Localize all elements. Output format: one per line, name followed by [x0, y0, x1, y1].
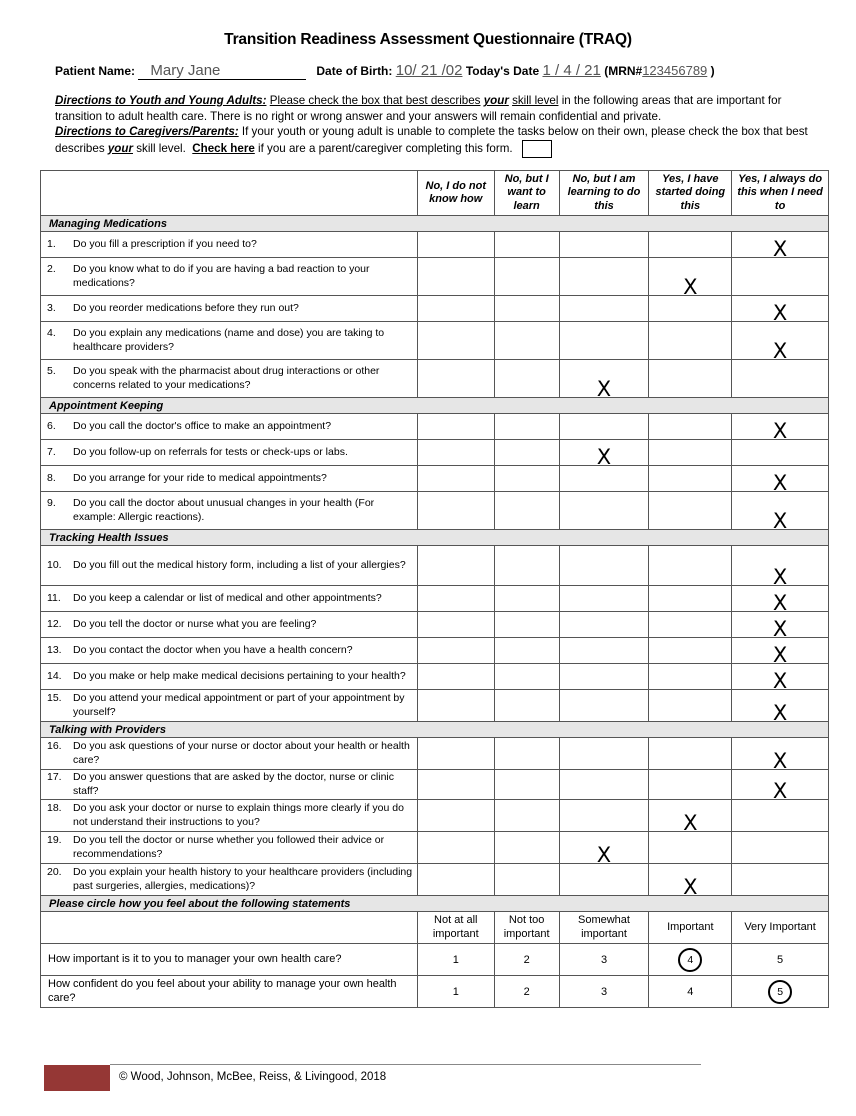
answer-checkbox-cell[interactable]: [559, 586, 649, 612]
rating-option-cell[interactable]: [417, 944, 494, 976]
answer-checkbox-cell[interactable]: [732, 690, 829, 725]
answer-checkbox-cell[interactable]: [649, 586, 732, 612]
answer-checkbox-cell[interactable]: [494, 232, 559, 258]
answer-checkbox-cell[interactable]: [494, 612, 559, 638]
footer-copyright: © Wood, Johnson, McBee, Reiss, & Livingood, 2018: [119, 1071, 387, 1083]
answer-checkbox-cell[interactable]: [732, 258, 829, 296]
section-title: Managing Medications: [41, 216, 829, 232]
question-row: [41, 546, 829, 586]
dob-field[interactable]: 10/ 21 /02: [395, 62, 463, 79]
parent-skill-level: skill level.: [136, 141, 186, 155]
answer-checkbox-cell[interactable]: [649, 296, 732, 322]
rating-option: 3: [600, 953, 608, 966]
question-row: [41, 864, 829, 896]
rating-option: 2: [523, 985, 530, 998]
question-cell: [41, 322, 418, 360]
question-cell: [41, 466, 418, 492]
section-header-row: [41, 530, 829, 546]
x-mark-icon: X: [596, 377, 612, 401]
answer-checkbox-cell[interactable]: [559, 832, 649, 867]
answer-checkbox-cell[interactable]: [417, 664, 494, 690]
answer-checkbox-cell[interactable]: [559, 466, 649, 492]
answer-checkbox-cell[interactable]: [732, 232, 829, 261]
answer-checkbox-cell[interactable]: [417, 414, 494, 440]
answer-checkbox-cell[interactable]: [649, 864, 732, 899]
answer-checkbox-cell[interactable]: [732, 664, 829, 693]
answer-checkbox-cell[interactable]: [649, 258, 732, 299]
answer-checkbox-cell[interactable]: [649, 360, 732, 398]
question-cell: [41, 800, 418, 832]
answer-checkbox-cell[interactable]: [732, 546, 829, 589]
question-number: 18.: [47, 802, 62, 814]
question-cell: [41, 258, 418, 296]
section-header-row: [41, 722, 829, 738]
mrn-field[interactable]: 123456789: [642, 63, 708, 78]
answer-checkbox-cell[interactable]: [417, 440, 494, 466]
answer-checkbox-cell[interactable]: [494, 690, 559, 722]
answer-checkbox-cell[interactable]: [649, 832, 732, 864]
question-text: Do you answer questions that are asked by the doctor, nurse or clinic staff?: [73, 771, 395, 797]
today-date-label: Today's Date: [465, 64, 540, 78]
question-row: [41, 770, 829, 800]
answer-checkbox-cell[interactable]: [649, 322, 732, 360]
check-here-label: Check here: [192, 141, 255, 155]
x-mark-icon: X: [772, 301, 788, 325]
answer-checkbox-cell[interactable]: [649, 466, 732, 492]
rating-option-cell[interactable]: [494, 944, 559, 976]
youth-directions-text: Please check the box that best describes: [269, 94, 481, 107]
answer-checkbox-cell[interactable]: [559, 414, 649, 440]
answer-checkbox-cell[interactable]: [559, 770, 649, 800]
question-number: 10.: [47, 558, 62, 571]
parent-directions-heading: Directions to Caregivers/Parents:: [55, 125, 239, 138]
question-row: [41, 664, 829, 690]
answer-checkbox-cell[interactable]: [494, 258, 559, 296]
patient-info-row: [55, 62, 715, 80]
rating-option-cell[interactable]: [649, 976, 732, 1008]
rating-option-cell[interactable]: [417, 976, 494, 1008]
answer-checkbox-cell[interactable]: [649, 414, 732, 440]
answer-checkbox-cell[interactable]: [494, 664, 559, 690]
answer-checkbox-cell[interactable]: [649, 492, 732, 530]
column-header: No, but I am learning to do this: [559, 171, 649, 216]
answer-checkbox-cell[interactable]: [417, 864, 494, 896]
x-mark-icon: X: [772, 339, 788, 363]
question-cell: [41, 296, 418, 322]
question-text: Do you call the doctor's office to make an appointment?: [73, 419, 332, 432]
question-row: [41, 296, 829, 322]
question-cell: [41, 586, 418, 612]
question-cell: [41, 864, 418, 896]
answer-checkbox-cell[interactable]: [649, 638, 732, 664]
rating-option: 1: [452, 953, 459, 966]
question-row: [41, 360, 829, 398]
rating-option-cell[interactable]: [559, 944, 649, 976]
answer-checkbox-cell[interactable]: [494, 832, 559, 864]
patient-name-field[interactable]: Mary Jane: [138, 62, 306, 80]
rating-row: [41, 944, 829, 976]
question-number: 15.: [47, 692, 62, 704]
answer-checkbox-cell[interactable]: [649, 800, 732, 835]
answer-checkbox-cell[interactable]: [732, 738, 829, 773]
answer-checkbox-cell[interactable]: [649, 738, 732, 770]
question-row: [41, 232, 829, 258]
question-cell: [41, 492, 418, 530]
question-cell: [41, 360, 418, 398]
answer-checkbox-cell[interactable]: [559, 360, 649, 401]
question-text: Do you follow-up on referrals for tests or check-ups or labs.: [73, 445, 348, 458]
today-date-field[interactable]: 1 / 4 / 21: [542, 62, 601, 79]
answer-checkbox-cell[interactable]: [417, 232, 494, 258]
answer-checkbox-cell[interactable]: [559, 738, 649, 770]
question-text: Do you ask questions of your nurse or doctor about your health or health care?: [73, 740, 410, 766]
traq-table: [40, 170, 829, 1008]
question-cell: [41, 440, 418, 466]
rating-option: 3: [600, 985, 608, 998]
rating-option-cell[interactable]: [732, 976, 829, 1008]
rating-option-cell[interactable]: [559, 976, 649, 1008]
rating-statement: How confident do you feel about your ability to manage your own health care?: [41, 976, 418, 1008]
answer-checkbox-cell[interactable]: [732, 492, 829, 533]
youth-directions-rest: in the following areas that are important for transition to adult health care. There is no right or wrong answer and your answers will remain confidential and private.: [55, 94, 782, 123]
column-header: Yes, I always do this when I need to: [732, 171, 829, 216]
parent-checkbox-text: if you are a parent/caregiver completing this form.: [258, 141, 513, 155]
rating-option: 2: [523, 953, 530, 966]
question-row: [41, 322, 829, 360]
answer-checkbox-cell[interactable]: [559, 232, 649, 258]
circled-rating-option: 5: [768, 980, 792, 1004]
question-row: [41, 738, 829, 770]
answer-checkbox-cell[interactable]: [417, 586, 494, 612]
answer-checkbox-cell[interactable]: [732, 800, 829, 832]
answer-checkbox-cell[interactable]: [559, 800, 649, 832]
question-text: Do you tell the doctor or nurse what you are feeling?: [73, 617, 317, 630]
answer-checkbox-cell[interactable]: [559, 638, 649, 664]
rating-option: 1: [452, 985, 459, 998]
question-cell: [41, 232, 418, 258]
x-mark-icon: X: [772, 509, 788, 533]
answer-checkbox-cell[interactable]: [417, 800, 494, 832]
question-text: Do you attend your medical appointment or part of your appointment by yourself?: [73, 692, 405, 718]
answer-checkbox-cell[interactable]: [494, 546, 559, 586]
answer-checkbox-cell[interactable]: [417, 360, 494, 398]
rating-column-header: Not too important: [494, 912, 559, 944]
question-number: 6.: [47, 419, 56, 432]
dob-label: Date of Birth:: [316, 64, 393, 78]
parent-your-emphasis: your: [107, 141, 133, 155]
question-number: 20.: [47, 866, 62, 878]
answer-checkbox-cell[interactable]: [732, 638, 829, 667]
column-header: No, but I want to learn: [494, 171, 559, 216]
question-number: 2.: [47, 263, 56, 275]
answer-checkbox-cell[interactable]: [559, 440, 649, 469]
answer-checkbox-cell[interactable]: [494, 864, 559, 896]
section-header-row: [41, 216, 829, 232]
question-text: Do you explain any medications (name and dose) you are taking to healthcare providers?: [73, 327, 385, 353]
parent-directions-text: If your youth or young adult is unable to complete the tasks below on their own, please check the box that best describes: [55, 125, 808, 155]
column-header: Yes, I have started doing this: [649, 171, 732, 216]
x-mark-icon: X: [772, 565, 788, 589]
question-text: Do you call the doctor about unusual changes in your health (For example: Allergic reactions).: [73, 497, 375, 523]
question-number: 17.: [47, 771, 62, 783]
x-mark-icon: X: [772, 643, 788, 667]
answer-checkbox-cell[interactable]: [649, 546, 732, 586]
section-header-row: [41, 398, 829, 414]
answer-checkbox-cell[interactable]: [417, 466, 494, 492]
rating-option: 4: [687, 985, 694, 998]
question-row: [41, 466, 829, 492]
answer-checkbox-cell[interactable]: [494, 770, 559, 800]
question-number: 9.: [47, 497, 56, 509]
answer-checkbox-cell[interactable]: [559, 322, 649, 360]
answer-checkbox-cell[interactable]: [732, 770, 829, 803]
answer-checkbox-cell[interactable]: [559, 664, 649, 690]
rating-header-blank: [41, 912, 418, 944]
question-number: 13.: [47, 643, 62, 656]
x-mark-icon: X: [772, 669, 788, 693]
answer-checkbox-cell[interactable]: [494, 414, 559, 440]
question-cell: [41, 414, 418, 440]
answer-checkbox-cell[interactable]: [494, 738, 559, 770]
answer-checkbox-cell[interactable]: [649, 690, 732, 722]
answer-checkbox-cell[interactable]: [732, 864, 829, 896]
answer-checkbox-cell[interactable]: [417, 738, 494, 770]
answer-checkbox-cell[interactable]: [649, 612, 732, 638]
question-text: Do you know what to do if you are having a bad reaction to your medications?: [73, 263, 370, 289]
rating-section-title: Please circle how you feel about the following statements: [41, 896, 829, 912]
x-mark-icon: X: [772, 471, 788, 495]
question-number: 3.: [47, 301, 56, 314]
answer-checkbox-cell[interactable]: [649, 664, 732, 690]
answer-checkbox-cell[interactable]: [732, 414, 829, 443]
answer-checkbox-cell[interactable]: [559, 690, 649, 722]
answer-checkbox-cell[interactable]: [649, 440, 732, 466]
x-mark-icon: X: [772, 779, 788, 803]
question-row: [41, 492, 829, 530]
answer-checkbox-cell[interactable]: [494, 296, 559, 322]
answer-checkbox-cell[interactable]: [417, 690, 494, 722]
question-row: [41, 832, 829, 864]
question-row: [41, 690, 829, 722]
answer-checkbox-cell[interactable]: [417, 638, 494, 664]
x-mark-icon: X: [772, 617, 788, 641]
youth-directions-heading: Directions to Youth and Young Adults:: [55, 94, 267, 107]
x-mark-icon: X: [772, 237, 788, 261]
question-cell: [41, 832, 418, 864]
answer-checkbox-cell[interactable]: [732, 440, 829, 466]
youth-your-emphasis: your: [483, 94, 509, 107]
question-text: Do you arrange for your ride to medical appointments?: [73, 471, 327, 484]
x-mark-icon: X: [683, 811, 698, 835]
answer-checkbox-cell[interactable]: [417, 832, 494, 864]
question-cell: [41, 612, 418, 638]
youth-skill-level: skill level: [512, 94, 559, 107]
rating-column-header: Important: [649, 912, 732, 944]
answer-checkbox-cell[interactable]: [494, 322, 559, 360]
answer-checkbox-cell[interactable]: [494, 586, 559, 612]
question-number: 11.: [47, 591, 61, 604]
answer-checkbox-cell[interactable]: [649, 232, 732, 258]
answer-checkbox-cell[interactable]: [732, 466, 829, 495]
rating-column-header: Not at all important: [417, 912, 494, 944]
rating-column-header: Somewhat important: [559, 912, 649, 944]
question-row: [41, 800, 829, 832]
answer-checkbox-cell[interactable]: [559, 612, 649, 638]
answer-checkbox-cell[interactable]: [494, 492, 559, 530]
rating-header-row: [41, 912, 829, 944]
question-row: [41, 258, 829, 296]
question-number: 19.: [47, 834, 62, 846]
question-text: Do you ask your doctor or nurse to explain things more clearly if you do not understand their instructions to you?: [73, 802, 404, 828]
answer-checkbox-cell[interactable]: [732, 360, 829, 398]
question-cell: [41, 690, 418, 722]
answer-checkbox-cell[interactable]: [559, 864, 649, 896]
mrn-close: ): [710, 64, 715, 78]
question-cell: [41, 638, 418, 664]
question-cell: [41, 770, 418, 800]
answer-checkbox-cell[interactable]: [417, 296, 494, 322]
form-title: Transition Readiness Assessment Questionnaire (TRAQ): [224, 31, 632, 48]
question-number: 1.: [47, 237, 56, 250]
question-text: Do you explain your health history to your healthcare providers (including past surgeries, allergies, medications)?: [73, 866, 413, 892]
question-text: Do you fill out the medical history form, including a list of your allergies?: [73, 558, 406, 571]
circled-rating-option: 4: [678, 948, 702, 972]
question-row: [41, 586, 829, 612]
answer-checkbox-cell[interactable]: [732, 832, 829, 864]
x-mark-icon: X: [596, 843, 612, 867]
answer-checkbox-cell[interactable]: [417, 492, 494, 530]
question-number: 8.: [47, 471, 56, 484]
answer-checkbox-cell[interactable]: [494, 360, 559, 398]
question-text: Do you make or help make medical decisions pertaining to your health?: [73, 669, 406, 682]
answer-checkbox-cell[interactable]: [494, 800, 559, 832]
question-number: 5.: [47, 365, 56, 377]
footer-divider: [110, 1064, 701, 1065]
answer-checkbox-cell[interactable]: [732, 296, 829, 325]
rating-statement: How important is it to you to manager your own health care?: [41, 944, 418, 976]
answer-checkbox-cell[interactable]: [417, 546, 494, 586]
answer-checkbox-cell[interactable]: [559, 296, 649, 322]
patient-name-label: Patient Name:: [55, 64, 136, 78]
section-title: Tracking Health Issues: [41, 530, 829, 546]
column-header-row: [41, 171, 829, 216]
x-mark-icon: X: [683, 875, 698, 899]
column-header: No, I do not know how: [417, 171, 494, 216]
question-cell: [41, 546, 418, 586]
question-text: Do you tell the doctor or nurse whether you followed their advice or recommendations?: [73, 834, 385, 860]
answer-checkbox-cell[interactable]: [559, 258, 649, 296]
x-mark-icon: X: [772, 419, 788, 443]
x-mark-icon: X: [772, 749, 788, 773]
x-mark-icon: X: [772, 591, 788, 615]
question-header-blank: [41, 171, 418, 216]
section-title: Appointment Keeping: [41, 398, 829, 414]
rating-option-cell[interactable]: [732, 944, 829, 976]
rating-option-cell[interactable]: [649, 944, 732, 976]
answer-checkbox-cell[interactable]: [417, 322, 494, 360]
question-row: [41, 440, 829, 466]
question-number: 12.: [47, 617, 62, 630]
question-row: [41, 414, 829, 440]
answer-checkbox-cell[interactable]: [732, 612, 829, 641]
question-text: Do you reorder medications before they run out?: [73, 301, 299, 314]
question-cell: [41, 664, 418, 690]
question-text: Do you fill a prescription if you need to?: [73, 237, 257, 250]
rating-option: 5: [777, 953, 784, 966]
answer-checkbox-cell[interactable]: [494, 466, 559, 492]
question-row: [41, 612, 829, 638]
answer-checkbox-cell[interactable]: [417, 612, 494, 638]
question-row: [41, 638, 829, 664]
answer-checkbox-cell[interactable]: [417, 770, 494, 800]
x-mark-icon: X: [772, 701, 788, 725]
answer-checkbox-cell[interactable]: [732, 322, 829, 363]
question-text: Do you keep a calendar or list of medical and other appointments?: [73, 591, 382, 604]
answer-checkbox-cell[interactable]: [494, 440, 559, 466]
question-number: 4.: [47, 327, 56, 339]
footer-accent-block: [44, 1065, 110, 1091]
rating-row: [41, 976, 829, 1008]
rating-option-cell[interactable]: [494, 976, 559, 1008]
section-title: Talking with Providers: [41, 722, 829, 738]
directions: [55, 93, 815, 158]
answer-checkbox-cell[interactable]: [417, 258, 494, 296]
mrn-label: (MRN#: [604, 64, 643, 78]
answer-checkbox-cell[interactable]: [494, 638, 559, 664]
answer-checkbox-cell[interactable]: [559, 546, 649, 586]
parent-caregiver-checkbox[interactable]: [522, 140, 552, 158]
x-mark-icon: X: [596, 445, 612, 469]
answer-checkbox-cell[interactable]: [649, 770, 732, 800]
question-text: Do you contact the doctor when you have a health concern?: [73, 643, 353, 656]
answer-checkbox-cell[interactable]: [559, 492, 649, 530]
question-cell: [41, 738, 418, 770]
rating-column-header: Very Important: [732, 912, 829, 944]
question-number: 16.: [47, 740, 62, 752]
question-number: 14.: [47, 669, 62, 682]
x-mark-icon: X: [683, 275, 698, 299]
answer-checkbox-cell[interactable]: [732, 586, 829, 615]
question-number: 7.: [47, 445, 56, 458]
question-text: Do you speak with the pharmacist about drug interactions or other concerns related to your medications?: [73, 365, 380, 391]
